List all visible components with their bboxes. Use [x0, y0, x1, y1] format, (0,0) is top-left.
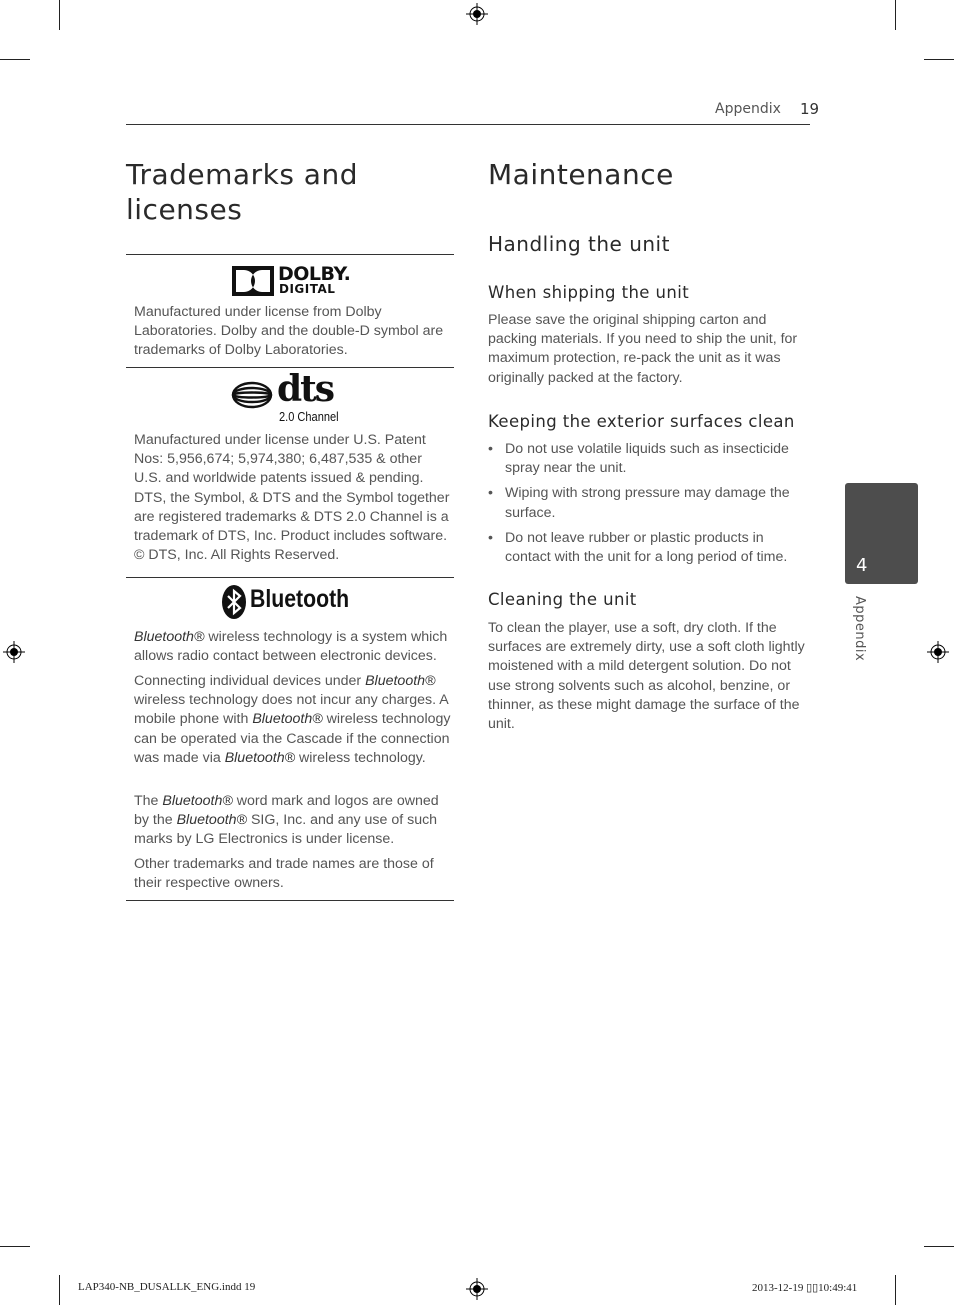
chapter-label: Appendix [852, 596, 867, 662]
dts-license-text: Manufactured under license under U.S. Patent Nos: 5,956,674; 5,974,380; 6,487,535 & other U.S. and worldwide patents issued & pending. DTS, the Symbol, & DTS and the Symbol together are registered trademarks & DTS 2.0 Channel is a trademark of DTS, Inc. Product includes software. © DTS, Inc. All Rights Reserved. [134, 432, 450, 564]
crop-mark [924, 1246, 954, 1247]
handling-subtitle: Handling the unit [488, 232, 670, 256]
page-number: 19 [800, 100, 820, 118]
trademarks-title: Trademarks and licenses [126, 158, 358, 226]
cleaning-heading: Cleaning the unit [488, 590, 637, 609]
dts-logo: dts 2.0 Channel [231, 378, 351, 426]
running-header-section: Appendix [715, 101, 781, 117]
dts-symbol-icon [231, 380, 273, 410]
footer-datetime: 2013-12-19 ▯▯10:49:41 [752, 1282, 858, 1294]
bluetooth-text-2: Connecting individual devices under Bluetooth® wireless technology does not incur any charges. A mobile phone with Bluetooth® wireless technology can be operated via the Cascade if the connection was made via Bluetooth® wireless technology. [134, 673, 451, 766]
bluetooth-icon [222, 585, 246, 619]
dolby-license-text: Manufactured under license from Dolby Laboratories. Dolby and the double-D symbol are trademarks of Dolby Laboratories. [134, 304, 444, 359]
crop-mark [924, 59, 954, 60]
bluetooth-text-1: Bluetooth® wireless technology is a system which allows radio contact between electronic devices. [134, 629, 448, 665]
crop-mark [895, 0, 896, 30]
registration-mark-icon [466, 3, 488, 25]
crop-mark [59, 0, 60, 30]
exterior-heading: Keeping the exterior surfaces clean [488, 412, 795, 431]
list-item: • Do not use volatile liquids such as insecticide spray near the unit. [488, 440, 810, 478]
header-rule [126, 124, 810, 125]
crop-mark [59, 1275, 60, 1305]
chapter-tab [845, 483, 918, 584]
registration-mark-icon [466, 1278, 488, 1300]
divider [126, 254, 454, 255]
exterior-list [488, 440, 810, 573]
cleaning-text: To clean the player, use a soft, dry cloth. If the surfaces are extremely dirty, use a soft cloth lightly moistened with a mild detergent solution. Do not use strong solvents such as alcohol, benzine, or thinner, as these might damage the surface of the unit. [488, 620, 805, 733]
divider [126, 577, 454, 578]
footer-filename: LAP340-NB_DUSALLK_ENG.indd 19 [78, 1281, 256, 1293]
bluetooth-logo: Bluetooth [222, 585, 362, 619]
bluetooth-text-3: The Bluetooth® word mark and logos are owned by the Bluetooth® SIG, Inc. and any use of such marks by LG Electronics is under license. [134, 793, 439, 848]
divider [126, 900, 454, 901]
shipping-heading: When shipping the unit [488, 283, 690, 302]
dolby-digital-logo: DOLBY. DIGITAL [232, 265, 352, 297]
list-item: • Wiping with strong pressure may damage the surface. [488, 484, 810, 522]
registration-mark-icon [927, 641, 949, 663]
crop-mark [0, 1246, 30, 1247]
maintenance-title: Maintenance [488, 158, 674, 191]
shipping-text: Please save the original shipping carton and packing materials. If you need to ship the unit, for maximum protection, re-pack the unit as it was originally packed at the factory. [488, 312, 798, 386]
crop-mark [895, 1275, 896, 1305]
double-d-icon [232, 266, 274, 296]
registration-mark-icon [3, 641, 25, 663]
crop-mark [0, 59, 30, 60]
other-trademarks-text: Other trademarks and trade names are those of their respective owners. [134, 856, 434, 892]
chapter-number: 4 [856, 555, 868, 576]
list-item: • Do not leave rubber or plastic products in contact with the unit for a long period of time. [488, 529, 810, 567]
